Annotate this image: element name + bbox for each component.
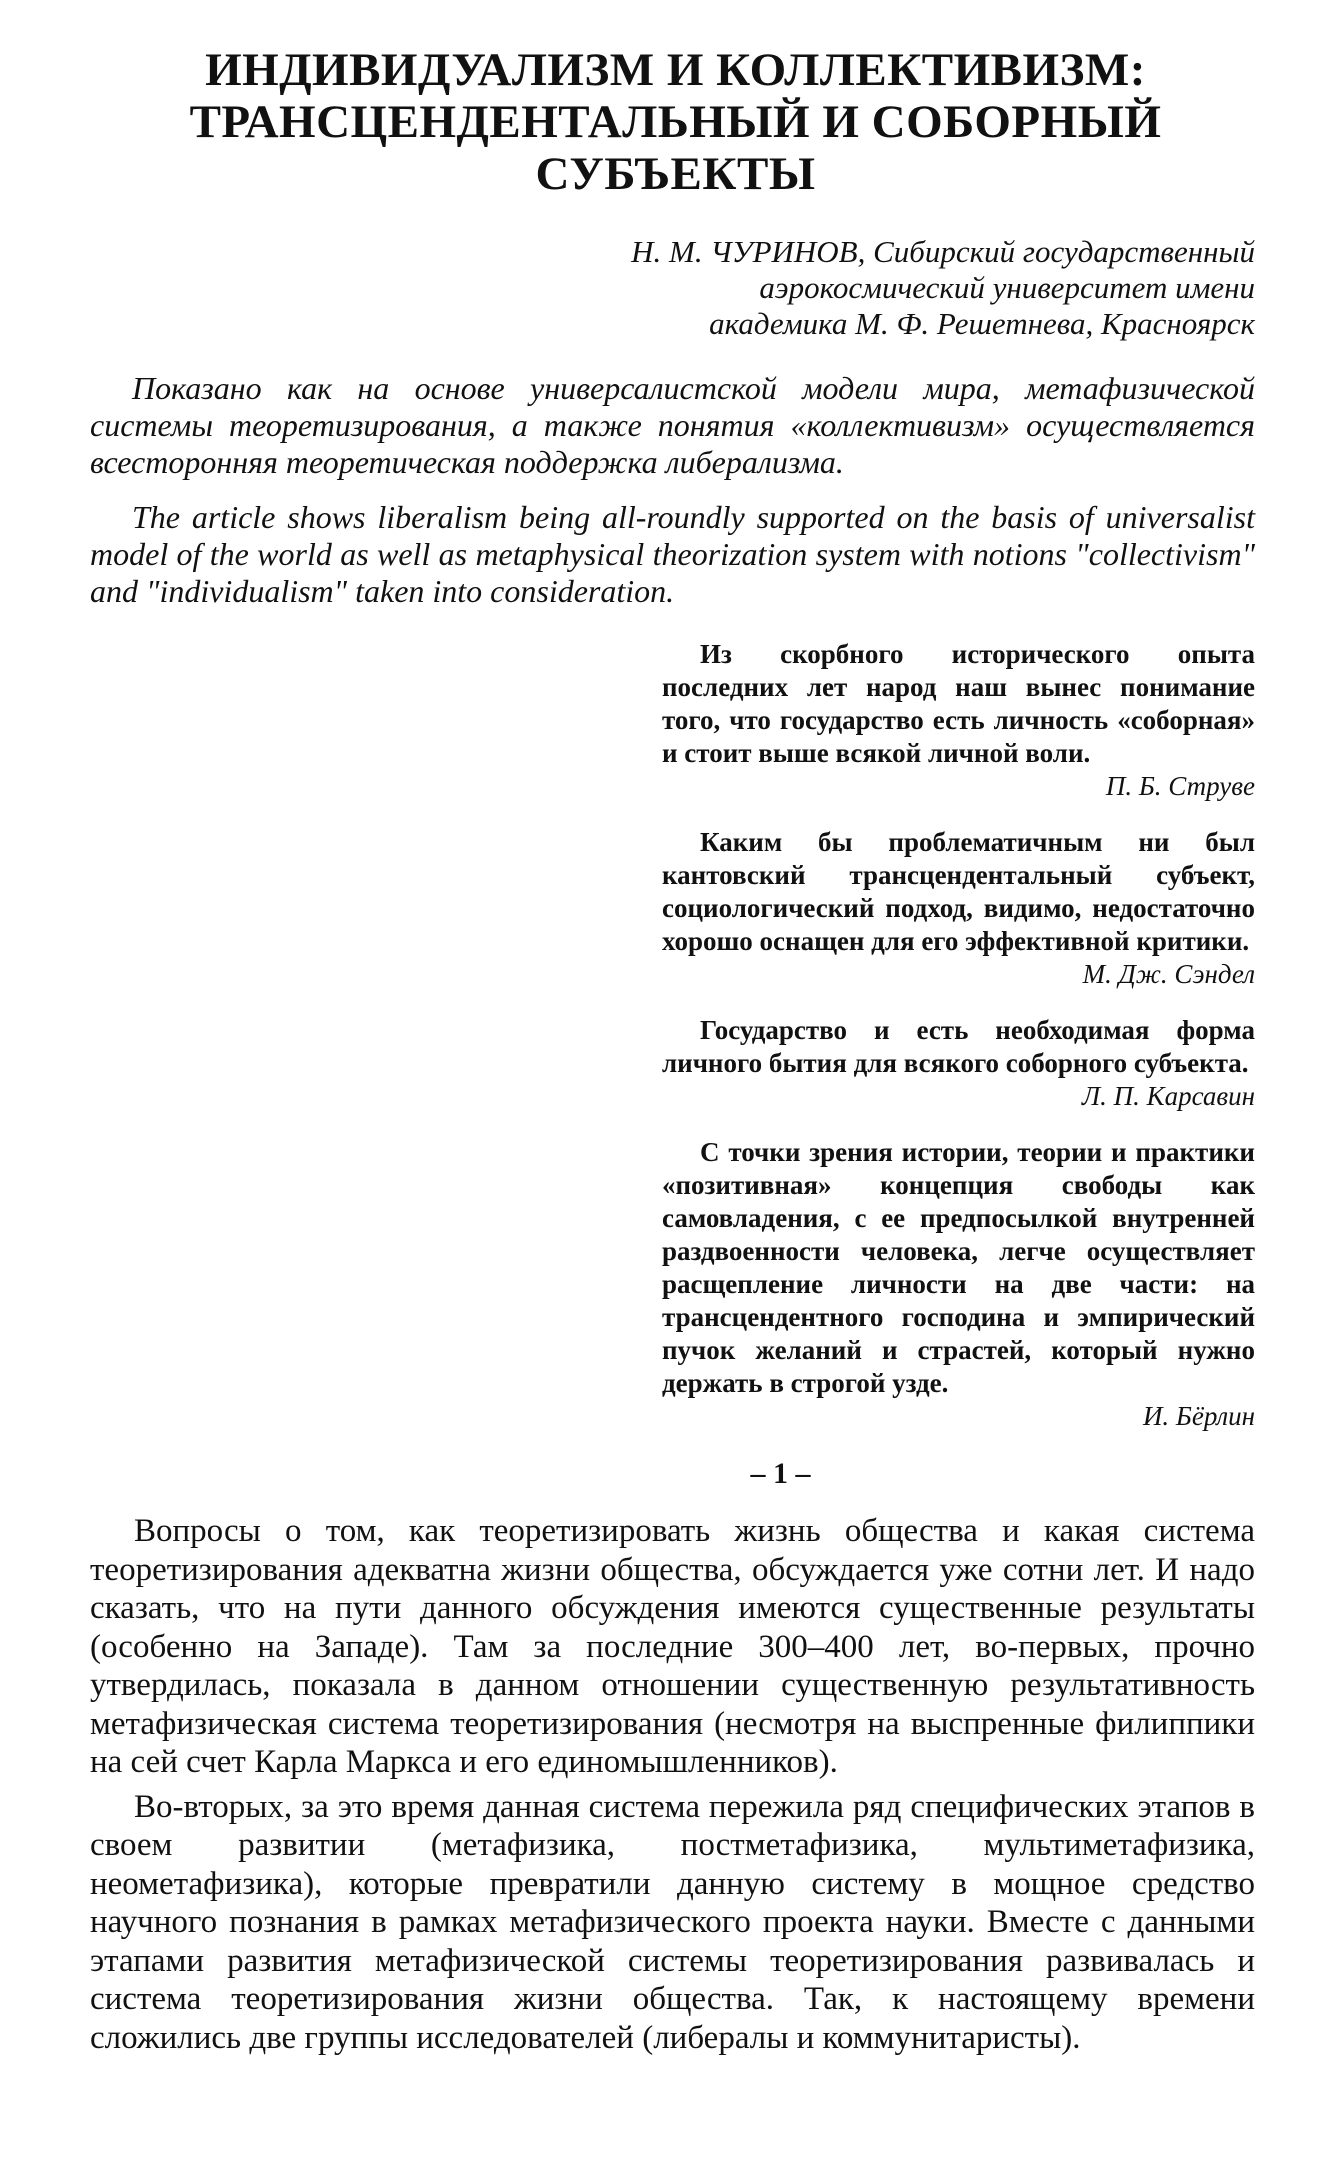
epigraph-text: Из скорбного исторического опыта последних лет народ наш вынес понимание того, что государство есть личность «соборная» и стоит выше всякой личной воли. xyxy=(662,639,1255,768)
epigraph xyxy=(662,1014,1255,1112)
epigraph-block xyxy=(662,638,1255,1432)
epigraph-author: Л. П. Карсавин xyxy=(1081,1081,1255,1111)
epigraph-text: Государство и есть необходимая форма личного бытия для всякого соборного субъекта. xyxy=(662,1015,1255,1078)
body-paragraph: Вопросы о том, как теоретизировать жизнь общества и какая система теоретизирования адекватна жизни общества, обсуждается уже сотни лет. И надо сказать, что на пути данного обсуждения имеются существенные результаты (особенно на Западе). Там за последние 300–400 лет, во-первых, прочно утвердилась, показала в данном отношении существенную результативность метафизическая система теоретизирования (несмотря на выспренные филиппики на сей счет Карла Маркса и его единомышленников). xyxy=(90,1513,1255,1780)
abstract-english: The article shows liberalism being all-roundly supported on the basis of universalist model of the world as well as metaphysical theorization system with notions "collectivism" and "individualism" taken into consideration. xyxy=(90,499,1255,609)
byline-line-1: Н. М. ЧУРИНОВ, Сибирский государственный xyxy=(631,234,1255,269)
section-number: – 1 – xyxy=(750,1457,811,1490)
epigraph xyxy=(662,826,1255,990)
epigraph-author: М. Дж. Сэндел xyxy=(1082,959,1255,989)
epigraph xyxy=(662,638,1255,802)
abstract-russian: Показано как на основе универсалистской модели мира, метафизической системы теоретизирования, а также понятия «коллективизм» осуществляется всесторонняя теоретическая поддержка либерализма. xyxy=(90,370,1255,480)
epigraph xyxy=(662,1136,1255,1432)
article-title-line-2: ТРАНСЦЕНДЕНТАЛЬНЫЙ И СОБОРНЫЙ СУБЪЕКТЫ xyxy=(189,96,1162,200)
epigraph-author: И. Бёрлин xyxy=(1142,1401,1255,1431)
epigraph-text: Каким бы проблематичным ни был кантовский трансцендентальный субъект, социологический подход, видимо, недостаточно хорошо оснащен для его эффективной критики. xyxy=(662,827,1255,956)
body-paragraph: Во-вторых, за это время данная система пережила ряд специфических этапов в своем развитии (метафизика, постметафизика, мультиметафизика, неометафизика), которые превратили данную систему в мощное средство научного познания в рамках метафизического проекта науки. Вместе с данными этапами развития метафизической системы теоретизирования развивалась и система теоретизирования жизни общества. Так, к настоящему времени сложились две группы исследователей (либералы и коммунитаристы). xyxy=(90,1788,1255,2056)
author-byline xyxy=(90,234,1261,342)
byline-line-3: академика М. Ф. Решетнева, Красноярск xyxy=(709,306,1255,341)
article-title-line-1: ИНДИВИДУАЛИЗМ И КОЛЛЕКТИВИЗМ: xyxy=(205,44,1146,96)
byline-line-2: аэрокосмический университет имени xyxy=(759,270,1255,305)
epigraph-text: С точки зрения истории, теории и практики «позитивная» концепция свободы как самовладения, с ее предпосылкой внутренней раздвоенности человека, легче осуществляет расщепление личности на две части: на трансцендентного господина и эмпирический пучок желаний и страстей, который нужно держать в строгой узде. xyxy=(662,1137,1255,1398)
epigraph-author: П. Б. Струве xyxy=(1105,771,1255,801)
article-title xyxy=(90,44,1261,200)
